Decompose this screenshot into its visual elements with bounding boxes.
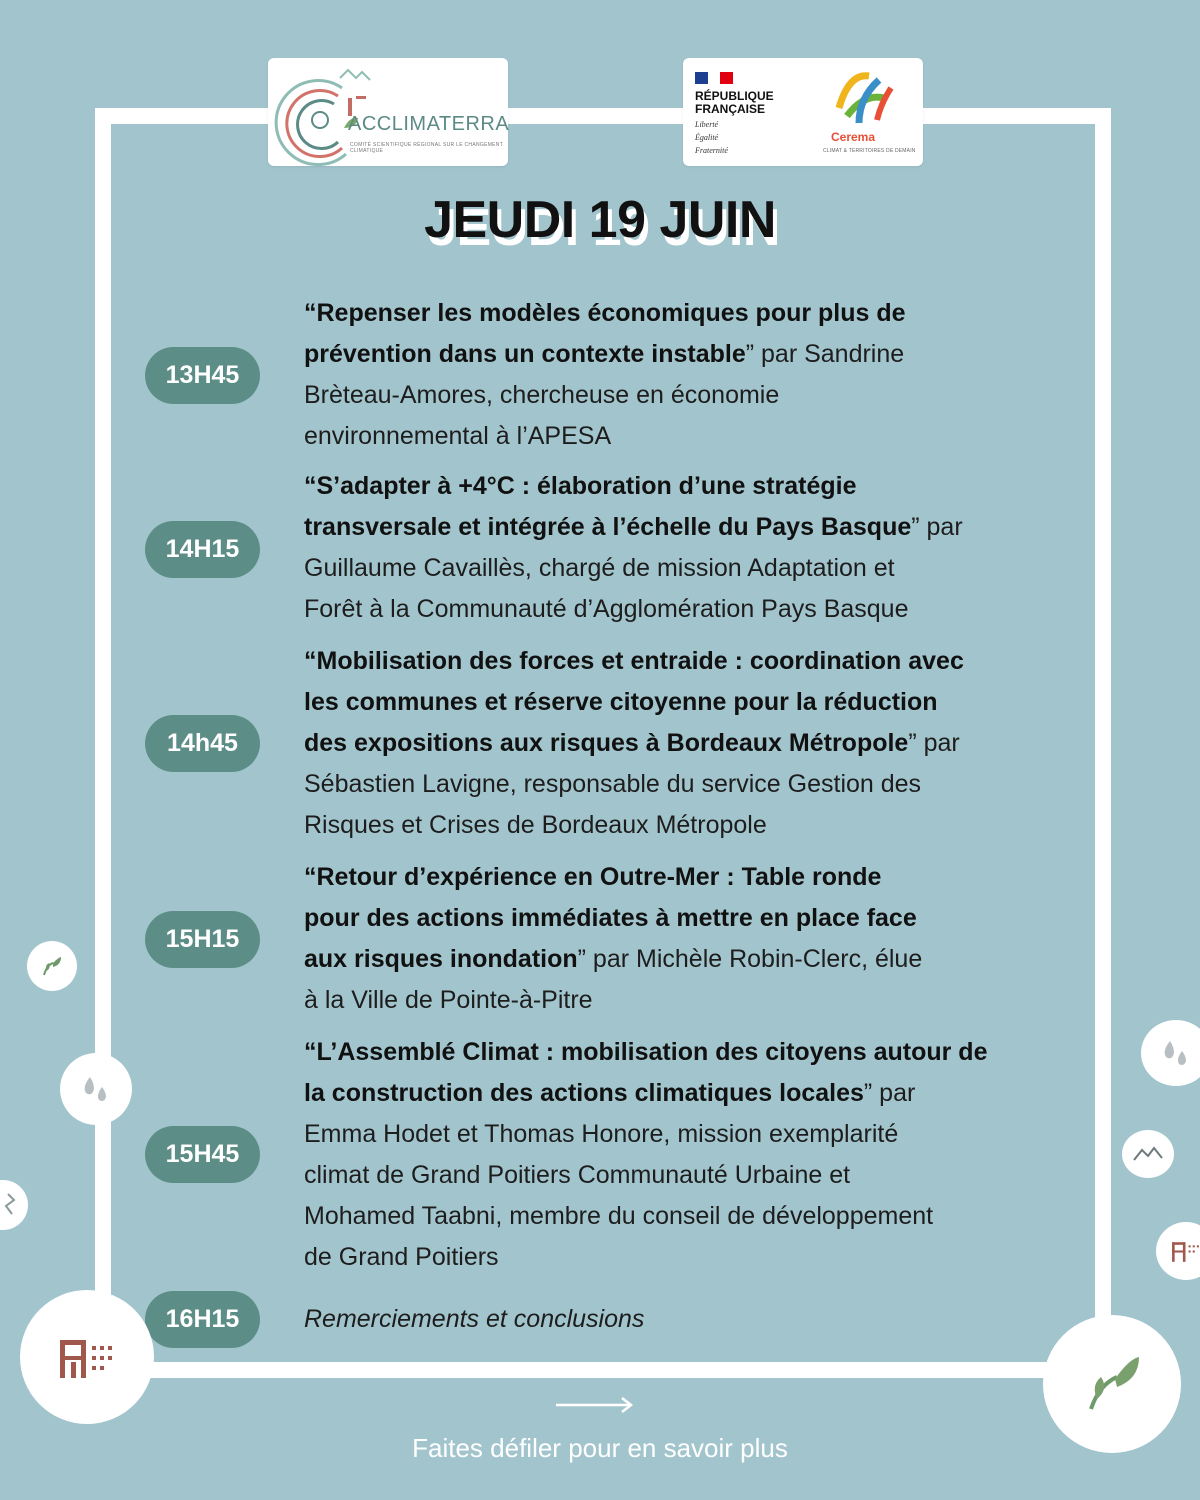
session-line <box>304 939 1064 980</box>
session-line <box>304 1073 1064 1114</box>
session-line <box>304 1114 1064 1155</box>
speaker-text: à la Ville de Pointe-à-Pitre <box>304 986 593 1014</box>
leaf-icon <box>39 953 65 979</box>
session-line <box>304 898 1064 939</box>
acclimaterra-subtitle: COMITÉ SCIENTIFIQUE RÉGIONAL SUR LE CHANGEMENT CLIMATIQUE <box>350 142 503 154</box>
water-drops-icon <box>76 1069 116 1109</box>
session-line <box>304 641 1064 682</box>
acclimaterra-name: ACCLIMATERRA <box>348 113 510 135</box>
session-description <box>304 1032 1064 1278</box>
session-time-badge: 15H45 <box>145 1126 260 1183</box>
mountain-icon <box>1132 1142 1164 1166</box>
session-line <box>304 293 1064 334</box>
speaker-text: ” par <box>863 1079 916 1107</box>
session-line <box>304 375 1064 416</box>
session-time-badge: 16H15 <box>145 1291 260 1348</box>
session-description <box>304 466 1064 630</box>
session-line <box>304 1299 1064 1340</box>
speaker-text: Forêt à la Communauté d’Agglomération Pays Basque <box>304 595 909 623</box>
session-line <box>304 466 1064 507</box>
rf-line1: RÉPUBLIQUE <box>695 89 774 103</box>
talk-title-text: “L’Assemblé Climat : mobilisation des citoyens autour de <box>304 1038 988 1066</box>
scroll-hint: Faites défiler pour en savoir plus <box>412 1433 788 1463</box>
session-line <box>304 1237 1064 1278</box>
talk-title-text: prévention dans un contexte instable <box>304 340 746 368</box>
session-line <box>304 1155 1064 1196</box>
rf-motto1: Liberté <box>695 120 719 129</box>
speaker-text: Risques et Crises de Bordeaux Métropole <box>304 811 767 839</box>
page-title: JEUDI 19 JUIN <box>424 191 776 249</box>
session-time-badge: 15H15 <box>145 911 260 968</box>
session-line <box>304 980 1064 1021</box>
drops-badge-left <box>60 1053 132 1125</box>
session-line <box>304 723 1064 764</box>
talk-title-text: aux risques inondation <box>304 945 578 973</box>
talk-title-text: pour des actions immédiates à mettre en place face <box>304 904 917 932</box>
speaker-text: environnemental à l’APESA <box>304 422 612 450</box>
session-description <box>304 857 1064 1021</box>
talk-title-text: “Repenser les modèles économiques pour plus de <box>304 299 906 327</box>
speaker-text: Mohamed Taabni, membre du conseil de développement <box>304 1202 934 1230</box>
speaker-text: ” par <box>911 513 963 541</box>
talk-title-text: la construction des actions climatiques locales <box>304 1079 864 1107</box>
talk-title-text: “Mobilisation des forces et entraide : coordination avec <box>304 647 964 675</box>
session-description <box>304 641 1064 846</box>
speaker-text: ” par Sandrine <box>745 340 905 368</box>
building-badge-left <box>20 1290 154 1424</box>
session-line <box>304 416 1064 457</box>
session-line <box>304 1196 1064 1237</box>
session-line <box>304 857 1064 898</box>
speaker-text: climat de Grand Poitiers Communauté Urbaine et <box>304 1161 851 1189</box>
speaker-text: Sébastien Lavigne, responsable du service Gestion des <box>304 770 922 798</box>
rf-line2: FRANÇAISE <box>695 102 766 116</box>
talk-title-text: les communes et réserve citoyenne pour la réduction <box>304 688 938 716</box>
zigzag-arrow-icon <box>0 1190 18 1220</box>
leaf-badge-small <box>27 941 77 991</box>
scroll-arrow-icon <box>556 1396 634 1414</box>
session-time-badge: 13H45 <box>145 347 260 404</box>
speaker-text: ” par Michèle Robin-Clerc, élue <box>577 945 923 973</box>
session-time-badge: 14H15 <box>145 521 260 578</box>
leaf-icon <box>1077 1349 1147 1419</box>
speaker-text: Emma Hodet et Thomas Honore, mission exemplarité <box>304 1120 899 1148</box>
session-line <box>304 334 1064 375</box>
session-line <box>304 1032 1064 1073</box>
closing-text: Remerciements et conclusions <box>304 1305 645 1333</box>
building-icon <box>1170 1238 1200 1264</box>
talk-title-text: des expositions aux risques à Bordeaux Métropole <box>304 729 909 757</box>
session-line <box>304 682 1064 723</box>
cerema-name: Cerema <box>831 130 876 144</box>
session-line <box>304 507 1064 548</box>
speaker-text: ” par <box>908 729 960 757</box>
session-time-badge: 14h45 <box>145 715 260 772</box>
session-description <box>304 293 1064 457</box>
building-icon <box>56 1332 118 1382</box>
session-line <box>304 548 1064 589</box>
talk-title-text: transversale et intégrée à l’échelle du Pays Basque <box>304 513 912 541</box>
cerema-subtitle: CLIMAT & TERRITOIRES DE DEMAIN <box>823 148 916 154</box>
talk-title-text: “S’adapter à +4°C : élaboration d’une stratégie <box>304 472 857 500</box>
talk-title-text: “Retour d’expérience en Outre-Mer : Table ronde <box>304 863 882 891</box>
rf-motto3: Fraternité <box>695 146 728 155</box>
session-line <box>304 764 1064 805</box>
session-line <box>304 805 1064 846</box>
session-description <box>304 1299 1064 1340</box>
session-line <box>304 589 1064 630</box>
rf-motto2: Égalité <box>695 133 719 142</box>
mountain-badge-right <box>1122 1130 1174 1178</box>
water-drops-icon <box>1156 1033 1196 1073</box>
speaker-text: Brèteau-Amores, chercheuse en économie <box>304 381 780 409</box>
speaker-text: Guillaume Cavaillès, chargé de mission Adaptation et <box>304 554 895 582</box>
speaker-text: de Grand Poitiers <box>304 1243 499 1271</box>
